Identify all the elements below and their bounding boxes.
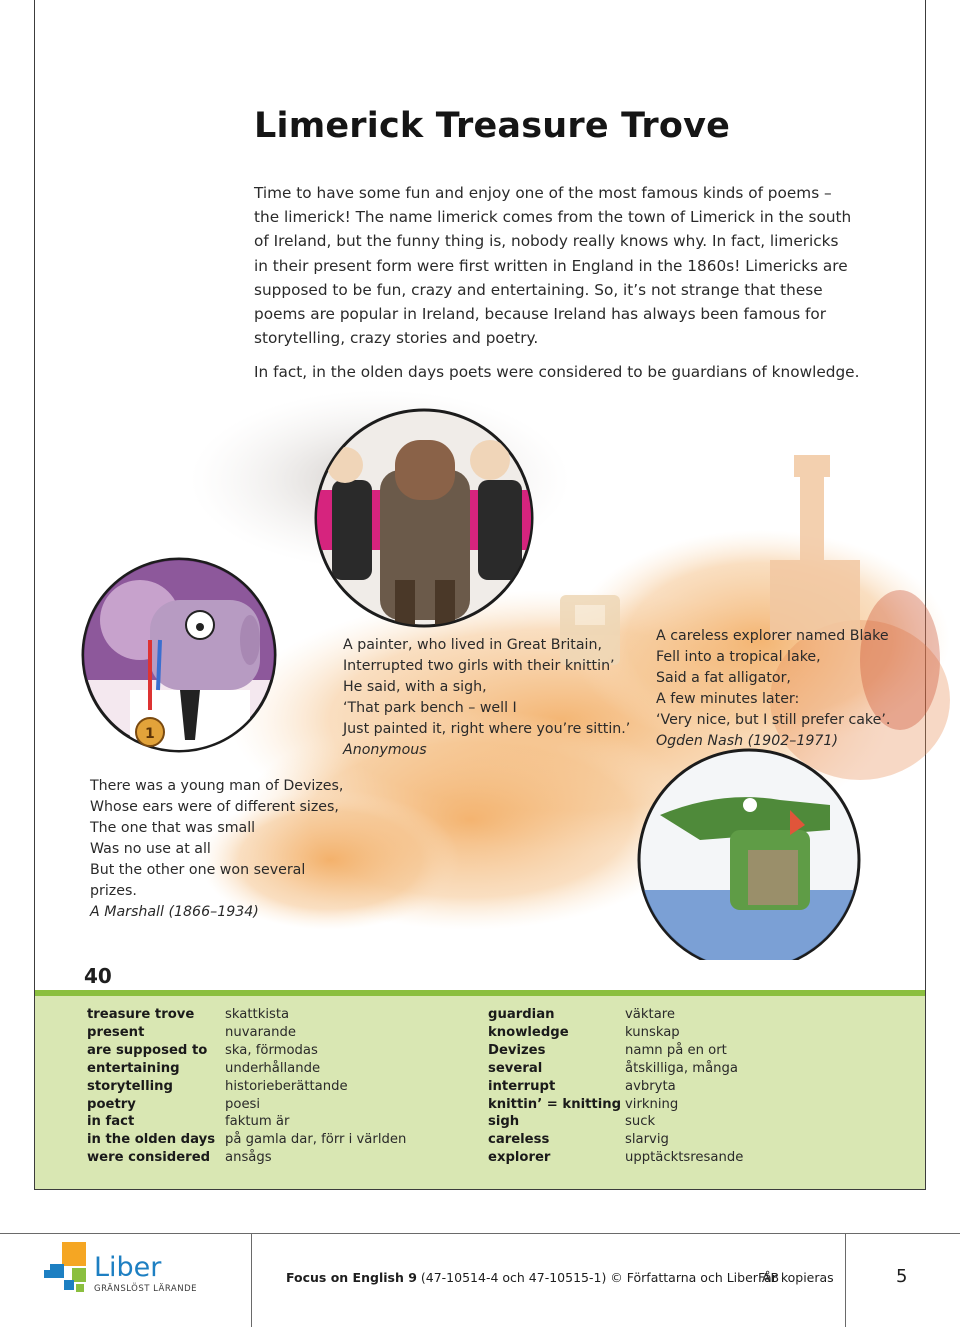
poem-line: A careless explorer named Blake bbox=[656, 628, 889, 644]
glossary-term: knowledge bbox=[488, 1024, 569, 1040]
glossary-term: storytelling bbox=[87, 1078, 173, 1094]
footer-citation bbox=[286, 1270, 779, 1285]
glossary-translation: namn på en ort bbox=[625, 1042, 727, 1058]
glossary-term: in the olden days bbox=[87, 1132, 216, 1148]
medal-number: 1 bbox=[145, 726, 155, 742]
glossary-translation: historieberättande bbox=[225, 1078, 348, 1094]
poem-line: Just painted it, right where you’re sittin.’ bbox=[343, 721, 631, 737]
glossary-translation: åtskilliga, många bbox=[625, 1060, 738, 1076]
glossary-translation: suck bbox=[625, 1114, 656, 1130]
glossary-translation: underhållande bbox=[225, 1060, 321, 1076]
glossary-term: knittin’ = knitting bbox=[488, 1096, 622, 1112]
glossary-term: poetry bbox=[87, 1096, 136, 1112]
glossary-term: guardian bbox=[488, 1007, 555, 1022]
glossary-translation: faktum är bbox=[225, 1114, 290, 1130]
poem-line: Interrupted two girls with their knittin’ bbox=[343, 658, 615, 674]
poem-devizes bbox=[90, 776, 350, 923]
section-number: 40 bbox=[84, 964, 112, 988]
glossary-term: were considered bbox=[87, 1150, 211, 1166]
glossary-translation: kunskap bbox=[625, 1024, 680, 1040]
glossary-translation: på gamla dar, förr i världen bbox=[225, 1132, 407, 1148]
footer-page-number: 5 bbox=[896, 1266, 908, 1287]
glossary-term: sigh bbox=[488, 1114, 520, 1130]
poem-author: Anonymous bbox=[343, 742, 427, 758]
glossary-translation: poesi bbox=[225, 1096, 261, 1112]
poem-painter bbox=[343, 635, 643, 761]
logo-tagline: GRÄNSLÖST LÄRANDE bbox=[94, 1284, 198, 1294]
poem-line: The one that was small bbox=[90, 820, 256, 836]
glossary-translation: virkning bbox=[625, 1096, 679, 1112]
footer-separator bbox=[845, 1233, 846, 1327]
glossary-term: Devizes bbox=[488, 1042, 546, 1058]
poem-author: A Marshall (1866–1934) bbox=[90, 904, 259, 920]
glossary-term: present bbox=[87, 1024, 145, 1040]
glossary-terms-right bbox=[488, 1006, 621, 1167]
glossary-term: several bbox=[488, 1060, 543, 1076]
intro-paragraph-2: In fact, in the olden days poets were considered to be guardians of knowledge. bbox=[254, 363, 860, 381]
glossary-term: careless bbox=[488, 1132, 550, 1148]
poem-explorer bbox=[656, 626, 936, 752]
glossary-translation: upptäcktsresande bbox=[625, 1150, 744, 1166]
glossary-term: interrupt bbox=[488, 1078, 556, 1094]
poem-line: A few minutes later: bbox=[656, 691, 800, 707]
glossary-translation: slarvig bbox=[625, 1132, 669, 1148]
poem-line: Said a fat alligator, bbox=[656, 670, 791, 686]
glossary-term: entertaining bbox=[87, 1060, 180, 1076]
poem-line: Was no use at all bbox=[90, 841, 211, 857]
book-isbn: (47-10514-4 och 47-10515-1) © Författarna och Liber AB bbox=[420, 1270, 780, 1285]
poem-line: A painter, who lived in Great Britain, bbox=[343, 637, 602, 653]
page-title: Limerick Treasure Trove bbox=[254, 106, 731, 146]
glossary bbox=[35, 996, 925, 1189]
poem-line: There was a young man of Devizes, bbox=[90, 778, 344, 794]
glossary-translation: ansågs bbox=[225, 1150, 272, 1166]
poem-author: Ogden Nash (1902–1971) bbox=[656, 733, 838, 749]
poem-line: Fell into a tropical lake, bbox=[656, 649, 821, 665]
copy-permission: Får kopieras bbox=[758, 1270, 834, 1285]
footer-divider bbox=[0, 1233, 960, 1234]
intro-paragraph: Time to have some fun and enjoy one of the most famous kinds of poems – the limerick! The name limerick comes from the town of Limerick in the south of Ireland, but the funny thing is, nobody really knows why. In fact, limericks in their present form were first written in England in the 1860s! Limericks are supposed to be fun, crazy and entertaining. So, it’s not strange that these poems are popular in Ireland, because Ireland has always been famous for storytelling, crazy stories and poetry. bbox=[254, 184, 852, 348]
footer-separator bbox=[251, 1233, 252, 1327]
alligator-illustration bbox=[639, 750, 860, 960]
poem-line: Whose ears were of different sizes, bbox=[90, 799, 339, 815]
glossary-translation: ska, förmodas bbox=[225, 1042, 318, 1058]
glossary-translation: väktare bbox=[625, 1007, 676, 1022]
poem-line: ‘That park bench – well I bbox=[343, 700, 517, 716]
poem-line: But the other one won several bbox=[90, 862, 306, 878]
logo-wordmark: Liber bbox=[94, 1252, 162, 1283]
glossary-translation: nuvarande bbox=[225, 1024, 296, 1040]
poem-line: ‘Very nice, but I still prefer cake’. bbox=[656, 712, 891, 728]
glossary-translations-right bbox=[625, 1006, 743, 1167]
poem-line: He said, with a sigh, bbox=[343, 679, 487, 695]
glossary-translations-left bbox=[225, 1006, 406, 1167]
book-title: Focus on English 9 bbox=[286, 1270, 417, 1285]
glossary-term: treasure trove bbox=[87, 1007, 195, 1022]
glossary-term: in fact bbox=[87, 1114, 135, 1130]
poem-line: prizes. bbox=[90, 883, 137, 899]
glossary-term: are supposed to bbox=[87, 1042, 208, 1058]
glossary-translation: avbryta bbox=[625, 1078, 676, 1094]
glossary-term: explorer bbox=[488, 1150, 551, 1166]
glossary-translation: skattkista bbox=[225, 1007, 290, 1022]
glossary-terms-left bbox=[87, 1006, 215, 1167]
